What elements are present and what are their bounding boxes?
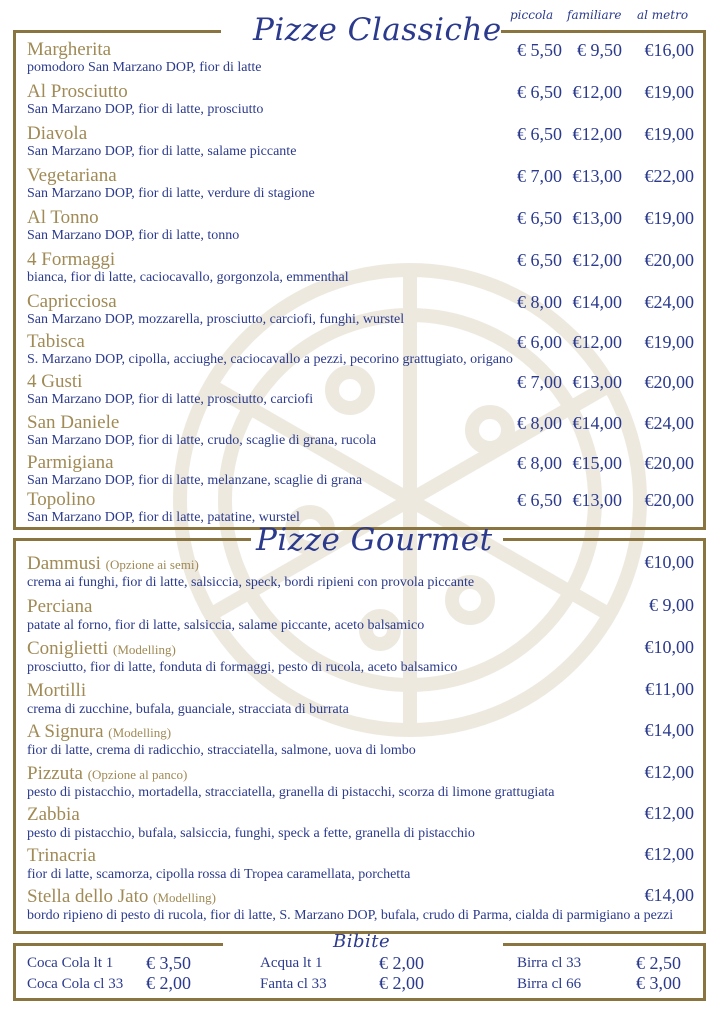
price-al-metro: €19,00: [644, 124, 694, 144]
price-al-metro: €19,00: [644, 82, 694, 102]
gourmet-desc: fior di latte, scamorza, cipolla rossa di Tropea caramellata, porchetta: [27, 867, 411, 882]
price-al-metro: €24,00: [644, 413, 694, 433]
gourmet-desc: fior di latte, crema di radicchio, stracciatella, salmone, uova di lombo: [27, 743, 416, 758]
price-familiare: € 9,50: [577, 40, 622, 60]
pizza-desc: San Marzano DOP, fior di latte, verdure di stagione: [27, 186, 315, 201]
pizza-name: Al Tonno: [27, 207, 99, 228]
gourmet-item: [27, 764, 700, 800]
gourmet-item: [27, 554, 700, 590]
gourmet-desc: pesto di pistacchio, bufala, salsiccia, funghi, speck a fette, granella di pistacchio: [27, 826, 475, 841]
pizza-desc: bianca, fior di latte, caciocavallo, gorgonzola, emmenthal: [27, 270, 349, 285]
price-piccola: € 6,50: [517, 208, 562, 228]
gourmet-name: Coniglietti: [27, 638, 109, 659]
price-piccola: € 6,50: [517, 82, 562, 102]
pizza-desc: San Marzano DOP, fior di latte, melanzane, scaglie di grana: [27, 473, 363, 488]
gourmet-name: Mortilli: [27, 680, 87, 701]
pizza-name: Topolino: [27, 489, 96, 510]
gourmet-item: [27, 846, 700, 882]
pizza-desc: San Marzano DOP, mozzarella, prosciutto, carciofi, funghi, wurstel: [27, 312, 405, 327]
price-al-metro: €20,00: [644, 490, 694, 510]
price-familiare: €12,00: [572, 82, 622, 102]
gourmet-name: Stella dello Jato: [27, 886, 149, 907]
gourmet-price: €10,00: [644, 552, 694, 572]
price-familiare: €14,00: [572, 413, 622, 433]
pizza-desc: San Marzano DOP, fior di latte, patatine, wurstel: [27, 510, 300, 525]
gourmet-name: Pizzuta: [27, 763, 83, 784]
price-piccola: € 6,50: [517, 124, 562, 144]
pizza-name: Vegetariana: [27, 165, 117, 186]
bev-name: Coca Cola cl 33: [27, 976, 124, 992]
pizza-name: 4 Gusti: [27, 371, 83, 392]
price-piccola: € 6,00: [517, 332, 562, 352]
pizza-desc: San Marzano DOP, fior di latte, crudo, scaglie di grana, rucola: [27, 433, 377, 448]
gourmet-item: [27, 887, 700, 923]
gourmet-name-line: [27, 887, 700, 908]
pizza-desc: San Marzano DOP, fior di latte, tonno: [27, 228, 240, 243]
pizza-name: Capricciosa: [27, 291, 117, 312]
price-familiare: €13,00: [572, 372, 622, 392]
gourmet-desc: prosciutto, fior di latte, fonduta di formaggi, pesto di rucola, aceto balsamico: [27, 660, 458, 675]
gourmet-note: (Modelling): [153, 890, 216, 905]
gourmet-desc: pesto di pistacchio, mortadella, stracciatella, granella di pistacchi, scorza di limone grattugiata: [27, 785, 555, 800]
gourmet-item: [27, 681, 700, 717]
price-al-metro: €16,00: [644, 40, 694, 60]
gourmet-desc: patate al forno, fior di latte, salsiccia, salame piccante, aceto balsamico: [27, 618, 425, 633]
price-piccola: € 8,00: [517, 292, 562, 312]
gourmet-item: [27, 639, 700, 675]
bev-name: Birra cl 66: [517, 976, 582, 992]
price-familiare: €15,00: [572, 453, 622, 473]
gourmet-price: €12,00: [644, 803, 694, 823]
bev-price: € 3,00: [636, 973, 681, 993]
price-al-metro: €24,00: [644, 292, 694, 312]
gourmet-title: Pizze Gourmet: [256, 522, 493, 558]
pizza-desc: San Marzano DOP, fior di latte, salame piccante: [27, 144, 297, 159]
gourmet-desc: bordo ripieno di pesto di rucola, fior di latte, S. Marzano DOP, bufala, crudo di Parma, cialda di parmigiano a pezzi: [27, 908, 674, 923]
gourmet-name: Zabbia: [27, 804, 80, 825]
price-piccola: € 6,50: [517, 490, 562, 510]
pizza-name: Parmigiana: [27, 452, 114, 473]
price-piccola: € 7,00: [517, 166, 562, 186]
gourmet-name-line: [27, 639, 700, 660]
bev-price: € 3,50: [146, 953, 191, 973]
bev-name: Acqua lt 1: [260, 955, 323, 971]
pizza-desc: San Marzano DOP, fior di latte, prosciutto, carciofi: [27, 392, 314, 407]
gourmet-name-line: [27, 554, 700, 575]
size-head-familiare: familiare: [567, 8, 622, 22]
gourmet-note: (Modelling): [108, 725, 172, 740]
gourmet-price: €10,00: [644, 637, 694, 657]
gourmet-name: Dammusi: [27, 553, 101, 574]
gourmet-name-line: [27, 805, 700, 826]
price-al-metro: €20,00: [644, 453, 694, 473]
bev-name: Coca Cola lt 1: [27, 955, 114, 971]
gourmet-price: €12,00: [644, 762, 694, 782]
price-al-metro: €22,00: [644, 166, 694, 186]
gourmet-name-line: [27, 764, 700, 785]
gourmet-name: A Signura: [27, 721, 104, 742]
pizza-name: Tabisca: [27, 331, 85, 352]
classiche-title: Pizze Classiche: [253, 12, 502, 48]
price-familiare: €13,00: [572, 208, 622, 228]
pizza-desc: San Marzano DOP, fior di latte, prosciutto: [27, 102, 264, 117]
gourmet-name-line: [27, 846, 700, 867]
size-head-al-metro: al metro: [637, 8, 689, 22]
pizza-desc: pomodoro San Marzano DOP, fior di latte: [27, 60, 262, 75]
price-piccola: € 8,00: [517, 413, 562, 433]
price-familiare: €12,00: [572, 250, 622, 270]
gourmet-name-line: [27, 722, 700, 743]
gourmet-desc: crema ai funghi, fior di latte, salsiccia, speck, bordi ripieni con provola piccante: [27, 575, 475, 590]
price-al-metro: €20,00: [644, 250, 694, 270]
price-al-metro: €20,00: [644, 372, 694, 392]
price-piccola: € 5,50: [517, 40, 562, 60]
gourmet-note: (Opzione ai semi): [105, 557, 199, 572]
gourmet-name: Perciana: [27, 596, 93, 617]
gourmet-name-line: [27, 597, 700, 618]
pizza-desc: S. Marzano DOP, cipolla, acciughe, caciocavallo a pezzi, pecorino grattugiato, origano: [27, 352, 513, 367]
gourmet-item: [27, 597, 700, 633]
gourmet-item: [27, 722, 700, 758]
gourmet-name: Trinacria: [27, 845, 96, 866]
pizza-name: Diavola: [27, 123, 88, 144]
gourmet-price: €12,00: [644, 844, 694, 864]
price-familiare: €13,00: [572, 166, 622, 186]
bev-price: € 2,00: [146, 973, 191, 993]
bev-name: Birra cl 33: [517, 955, 582, 971]
price-piccola: € 8,00: [517, 453, 562, 473]
gourmet-note: (Opzione al panco): [87, 767, 188, 782]
gourmet-note: (Modelling): [113, 642, 176, 657]
gourmet-price: €11,00: [645, 679, 694, 699]
pizza-name: Al Prosciutto: [27, 81, 128, 102]
size-head-piccola: piccola: [510, 8, 554, 22]
bev-name: Fanta cl 33: [260, 976, 327, 992]
gourmet-name-line: [27, 681, 700, 702]
pizza-name: 4 Formaggi: [27, 249, 116, 270]
pizza-name: Margherita: [27, 39, 112, 60]
pizza-name: San Daniele: [27, 412, 120, 433]
bev-price: € 2,00: [379, 973, 424, 993]
price-familiare: €14,00: [572, 292, 622, 312]
gourmet-price: € 9,00: [649, 595, 694, 615]
price-al-metro: €19,00: [644, 208, 694, 228]
bev-price: € 2,00: [379, 953, 424, 973]
gourmet-item: [27, 805, 700, 841]
price-al-metro: €19,00: [644, 332, 694, 352]
price-piccola: € 6,50: [517, 250, 562, 270]
price-familiare: €12,00: [572, 124, 622, 144]
gourmet-desc: crema di zucchine, bufala, guanciale, stracciata di burrata: [27, 702, 349, 717]
gourmet-price: €14,00: [644, 720, 694, 740]
bibite-title: Bibite: [333, 931, 391, 952]
bev-price: € 2,50: [636, 953, 681, 973]
price-familiare: €13,00: [572, 490, 622, 510]
price-familiare: €12,00: [572, 332, 622, 352]
price-piccola: € 7,00: [517, 372, 562, 392]
gourmet-price: €14,00: [644, 885, 694, 905]
